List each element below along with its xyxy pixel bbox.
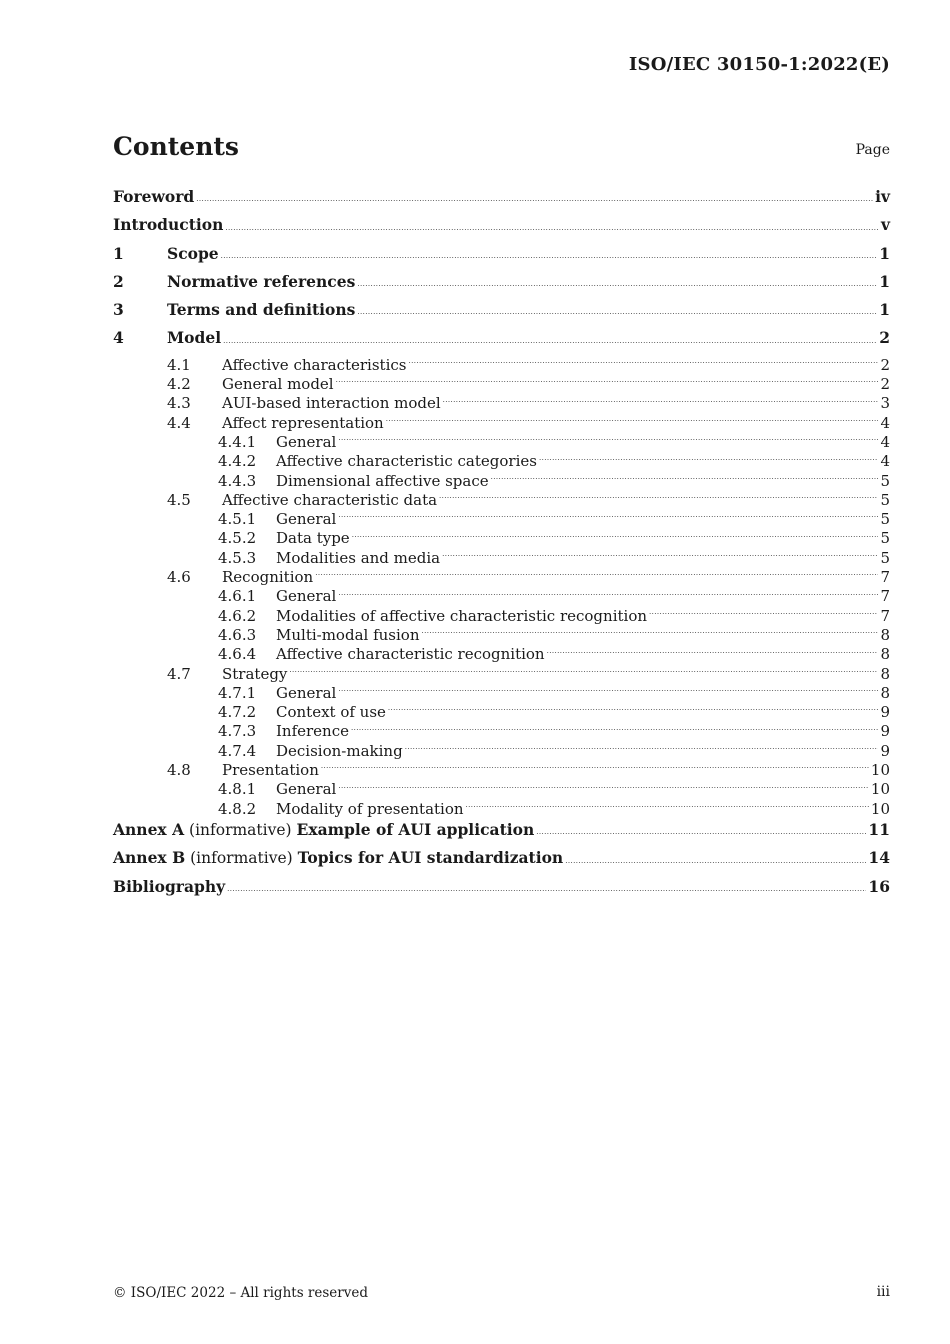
toc-entry-title: Dimensional affective space bbox=[276, 471, 489, 490]
dot-leader bbox=[386, 410, 879, 429]
toc-entry-number: 4.8.1 bbox=[218, 780, 257, 799]
table-of-contents bbox=[113, 186, 890, 904]
toc-entry-title: Normative references bbox=[167, 271, 356, 291]
contents-title: Contents bbox=[113, 132, 240, 161]
dot-leader bbox=[223, 330, 877, 352]
toc-entry-page: 1 bbox=[879, 243, 890, 263]
toc-entry-title: Multi-modal fusion bbox=[276, 625, 420, 644]
dot-leader bbox=[442, 545, 878, 564]
toc-entry-title: Presentation bbox=[222, 761, 319, 780]
toc-entry[interactable] bbox=[113, 186, 890, 214]
toc-entry-page: 1 bbox=[879, 271, 890, 291]
toc-entry-number: 4.8 bbox=[167, 761, 191, 780]
dot-leader bbox=[225, 217, 879, 239]
toc-entry-number: 2 bbox=[113, 271, 124, 291]
toc-entry-page: 8 bbox=[880, 683, 890, 702]
dot-leader bbox=[338, 429, 878, 448]
toc-entry-number: 4.5 bbox=[167, 490, 191, 509]
toc-entry-page: 5 bbox=[880, 510, 890, 529]
dot-leader bbox=[338, 777, 869, 796]
toc-entry-number: 4.2 bbox=[167, 375, 191, 394]
toc-entry-note: (informative) bbox=[185, 849, 298, 868]
toc-entry-number: 4.5.1 bbox=[218, 510, 257, 529]
toc-entry-title: Affective characteristic data bbox=[222, 490, 438, 509]
toc-entry-title: General bbox=[276, 683, 337, 702]
dot-leader bbox=[466, 796, 869, 815]
dot-leader bbox=[336, 371, 879, 390]
toc-entry-number: 4.7.2 bbox=[218, 703, 257, 722]
toc-entry-number: 3 bbox=[113, 300, 124, 320]
toc-entry-page: iv bbox=[875, 187, 890, 206]
toc-entry-page: 8 bbox=[880, 625, 890, 644]
dot-leader bbox=[227, 878, 866, 900]
toc-entry-page: 7 bbox=[880, 568, 890, 587]
toc-entry-title: General bbox=[276, 780, 337, 799]
toc-entry-number: 4.6.4 bbox=[218, 645, 257, 664]
toc-entry-subtitle: Topics for AUI standardization bbox=[297, 848, 564, 868]
toc-entry-page: 5 bbox=[880, 471, 890, 490]
toc-entry-number: 4.4.1 bbox=[218, 432, 257, 451]
toc-entry-subtitle: Example of AUI application bbox=[296, 819, 535, 839]
toc-entry[interactable] bbox=[113, 243, 890, 271]
toc-entry-number: 4.1 bbox=[167, 355, 191, 374]
dot-leader bbox=[338, 680, 878, 699]
toc-entry-number: 4.6.3 bbox=[218, 625, 257, 644]
page-number: iii bbox=[876, 1284, 890, 1300]
toc-entry-page: 10 bbox=[870, 780, 890, 799]
toc-entry-page: 10 bbox=[870, 799, 890, 818]
dot-leader bbox=[408, 352, 878, 371]
toc-entry-page: 11 bbox=[868, 819, 890, 839]
toc-entry-number: 4.4.3 bbox=[218, 471, 257, 490]
toc-entry-title: Annex A (informative) Example of AUI application bbox=[113, 819, 535, 839]
toc-entry-title: Model bbox=[167, 328, 222, 348]
toc-entry-title: Foreword bbox=[113, 187, 195, 206]
toc-entry-title: Introduction bbox=[113, 215, 224, 235]
dot-leader bbox=[565, 850, 866, 872]
dot-leader bbox=[357, 273, 877, 295]
toc-entry-title: General bbox=[276, 432, 337, 451]
toc-entry-title: General bbox=[276, 587, 337, 606]
toc-entry-number: 1 bbox=[113, 243, 124, 263]
toc-entry-title: Decision-making bbox=[276, 741, 403, 760]
dot-leader bbox=[491, 468, 879, 487]
toc-entry-page: 9 bbox=[880, 703, 890, 722]
toc-entry-title: Modalities and media bbox=[276, 548, 441, 567]
dot-leader bbox=[338, 506, 878, 525]
toc-entry-title: Affective characteristics bbox=[222, 355, 407, 374]
dot-leader bbox=[352, 526, 879, 545]
dot-leader bbox=[536, 821, 866, 843]
toc-entry-page: 3 bbox=[880, 394, 890, 413]
toc-entry-number: 4.5.2 bbox=[218, 529, 257, 548]
dot-leader bbox=[649, 603, 878, 622]
toc-entry-title: General model bbox=[222, 375, 334, 394]
toc-entry-number: 4 bbox=[113, 328, 124, 348]
toc-entry-title: Affective characteristic categories bbox=[276, 452, 537, 471]
toc-entry-page: 5 bbox=[880, 529, 890, 548]
toc-entry-number: 4.6.2 bbox=[218, 606, 257, 625]
toc-entry-title: AUI-based interaction model bbox=[222, 394, 441, 413]
toc-entry-title: Affective characteristic recognition bbox=[276, 645, 545, 664]
page-column-label: Page bbox=[855, 142, 890, 158]
toc-entry-title: Data type bbox=[276, 529, 350, 548]
toc-entry-page: 4 bbox=[880, 413, 890, 432]
toc-entry-number: 4.6.1 bbox=[218, 587, 257, 606]
toc-entry-page: 16 bbox=[868, 876, 890, 896]
toc-entry-page: 2 bbox=[879, 328, 890, 348]
dot-leader bbox=[388, 699, 879, 718]
toc-entry-title: Affect representation bbox=[222, 413, 384, 432]
dot-leader bbox=[196, 188, 873, 210]
toc-entry[interactable] bbox=[113, 800, 890, 819]
toc-entry-page: 14 bbox=[868, 848, 890, 868]
toc-entry-title: Annex B (informative) Topics for AUI standardization bbox=[113, 848, 564, 868]
toc-entry-note: (informative) bbox=[184, 820, 297, 839]
dot-leader bbox=[421, 622, 878, 641]
dot-leader bbox=[351, 719, 878, 738]
toc-entry[interactable] bbox=[113, 214, 890, 242]
toc-entry-number: 4.5.3 bbox=[218, 548, 257, 567]
toc-entry-title: Modalities of affective characteristic recognition bbox=[276, 606, 648, 625]
dot-leader bbox=[315, 564, 878, 583]
toc-entry[interactable] bbox=[113, 819, 890, 847]
toc-entry[interactable] bbox=[113, 271, 890, 299]
dot-leader bbox=[443, 391, 879, 410]
toc-entry-page: 7 bbox=[880, 606, 890, 625]
dot-leader bbox=[289, 661, 878, 680]
dot-leader bbox=[547, 642, 879, 661]
toc-entry-number: 4.3 bbox=[167, 394, 191, 413]
toc-entry-number: 4.4.2 bbox=[218, 452, 257, 471]
toc-entry-page: 1 bbox=[879, 300, 890, 320]
toc-entry-page: 9 bbox=[880, 741, 890, 760]
toc-entry[interactable] bbox=[113, 299, 890, 327]
toc-entry-title: Inference bbox=[276, 722, 350, 741]
toc-entry-title: Recognition bbox=[222, 568, 314, 587]
toc-entry-page: 4 bbox=[880, 452, 890, 471]
toc-entry-number: 4.7 bbox=[167, 664, 191, 683]
toc-entry-title: Modality of presentation bbox=[276, 799, 464, 818]
toc-entry-title: Terms and definitions bbox=[167, 300, 356, 320]
toc-entry-number: 4.8.2 bbox=[218, 799, 257, 818]
toc-entry[interactable] bbox=[113, 847, 890, 875]
toc-entry-number: 4.6 bbox=[167, 568, 191, 587]
dot-leader bbox=[405, 738, 879, 757]
dot-leader bbox=[338, 584, 878, 603]
toc-entry-title: General bbox=[276, 510, 337, 529]
toc-entry-number: 4.7.1 bbox=[218, 683, 257, 702]
toc-entry-number: 4.7.3 bbox=[218, 722, 257, 741]
document-id: ISO/IEC 30150-1:2022(E) bbox=[628, 54, 890, 75]
toc-entry-page: 7 bbox=[880, 587, 890, 606]
toc-entry-page: 5 bbox=[880, 548, 890, 567]
toc-entry-page: 2 bbox=[880, 375, 890, 394]
toc-entry-number: 4.7.4 bbox=[218, 741, 257, 760]
toc-entry-page: 8 bbox=[880, 645, 890, 664]
dot-leader bbox=[321, 757, 869, 776]
toc-entry-title: Strategy bbox=[222, 664, 288, 683]
copyright-notice: © ISO/IEC 2022 – All rights reserved bbox=[113, 1285, 368, 1301]
toc-entry-page: 2 bbox=[880, 355, 890, 374]
toc-entry[interactable] bbox=[113, 876, 890, 904]
toc-entry-title: Bibliography bbox=[113, 876, 226, 896]
toc-entry-page: 10 bbox=[870, 761, 890, 780]
toc-entry-page: 5 bbox=[880, 490, 890, 509]
toc-entry-page: 8 bbox=[880, 664, 890, 683]
toc-entry-title: Context of use bbox=[276, 703, 386, 722]
dot-leader bbox=[221, 245, 878, 267]
dot-leader bbox=[539, 449, 878, 468]
toc-entry-page: 4 bbox=[880, 432, 890, 451]
toc-entry-title: Scope bbox=[167, 243, 219, 263]
dot-leader bbox=[357, 301, 877, 323]
dot-leader bbox=[439, 487, 878, 506]
toc-entry-number: 4.4 bbox=[167, 413, 191, 432]
toc-entry-page: 9 bbox=[880, 722, 890, 741]
toc-entry-page: v bbox=[880, 215, 890, 235]
